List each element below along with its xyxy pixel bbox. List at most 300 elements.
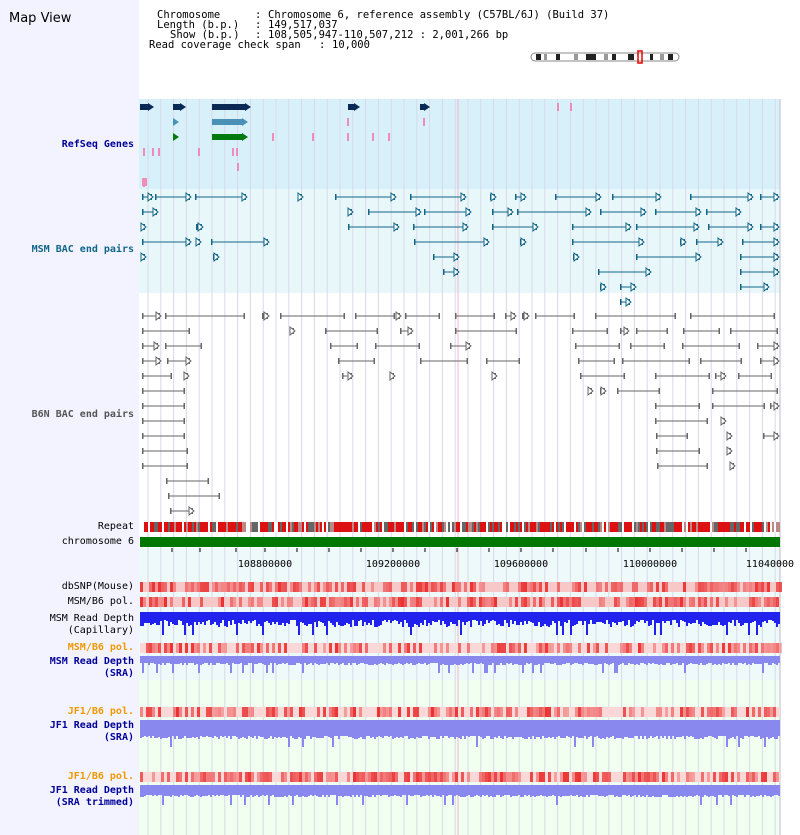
read-depth-bar	[268, 656, 270, 665]
read-depth-bar	[256, 785, 258, 795]
read-depth-bar	[412, 720, 414, 738]
heat-strip-cell	[629, 772, 632, 782]
read-depth-bar	[708, 720, 710, 736]
bac-pair-end	[187, 448, 189, 454]
read-depth-bar	[772, 720, 774, 737]
read-depth-bar	[588, 612, 590, 624]
heat-strip-cell	[584, 772, 587, 782]
read-depth-bar	[502, 656, 504, 665]
read-depth-bar	[164, 612, 166, 620]
heat-strip-cell	[707, 643, 710, 653]
read-depth-bar	[216, 720, 218, 737]
refseq-label[interactable]: RefSeq Genes	[61, 139, 134, 150]
read-depth-bar	[164, 720, 166, 738]
read-depth-bar	[756, 656, 758, 664]
read-depth-bar	[774, 785, 776, 795]
refseq-minor-feature	[557, 103, 559, 111]
heat-strip-cell	[191, 582, 194, 592]
read-depth-bar	[636, 720, 638, 736]
repeat-segment	[532, 522, 534, 532]
heat-strip-cell	[515, 772, 518, 782]
read-depth-bar	[254, 656, 256, 664]
bac-pair-end	[184, 418, 186, 424]
heat-strip-cell	[644, 597, 647, 607]
bac-pair-end	[699, 448, 701, 454]
read-depth-bar	[572, 785, 574, 796]
heat-strip-cell	[230, 597, 233, 607]
heat-strip-cell	[641, 772, 644, 782]
read-depth-bar	[180, 720, 182, 739]
repeat-segment	[648, 522, 650, 532]
read-depth-bar	[596, 720, 598, 736]
msm-bac-label[interactable]: MSM BAC end pairs	[31, 244, 134, 255]
read-depth-bar	[402, 785, 404, 795]
heat-strip-cell	[335, 643, 338, 653]
heat-strip-cell	[584, 582, 587, 592]
read-depth-bar	[242, 612, 244, 620]
heat-strip-cell	[551, 597, 554, 607]
repeat-segment	[560, 522, 562, 532]
read-depth-bar	[710, 612, 712, 626]
read-depth-bar	[532, 785, 534, 796]
repeat-segment	[348, 522, 350, 532]
repeat-segment	[150, 522, 152, 532]
read-depth-bar	[598, 785, 600, 796]
read-depth-bar	[266, 656, 268, 673]
read-depth-bar	[262, 720, 264, 737]
read-depth-bar	[770, 720, 772, 738]
repeat-segment	[240, 522, 242, 532]
heat-strip-cell	[758, 582, 761, 592]
read-depth-bar	[490, 656, 492, 665]
read-depth-bar	[266, 720, 268, 739]
read-depth-bar	[396, 720, 398, 737]
read-depth-bar	[582, 720, 584, 738]
read-depth-bar	[256, 656, 258, 664]
heat-strip-cell	[251, 707, 254, 717]
read-depth-bar	[198, 656, 200, 673]
heat-strip-cell	[548, 772, 551, 782]
read-depth-bar	[560, 720, 562, 738]
repeat-segment	[466, 522, 468, 532]
heat-strip-cell	[242, 707, 245, 717]
heat-strip-cell	[542, 772, 545, 782]
read-depth-bar	[776, 612, 778, 627]
heat-strip-cell	[578, 707, 581, 717]
bac-pair-end	[335, 194, 337, 200]
heat-strip-cell	[737, 582, 740, 592]
heat-strip-cell	[371, 582, 374, 592]
read-depth-bar	[280, 656, 282, 664]
read-depth-bar	[656, 656, 658, 664]
bac-pair-end	[655, 209, 657, 215]
refseq-minor-feature	[388, 133, 390, 141]
read-depth-bar	[412, 656, 414, 665]
heat-strip-cell	[314, 582, 317, 592]
repeat-segment	[576, 522, 578, 532]
read-depth-bar	[764, 785, 766, 795]
gene-arrow	[424, 103, 430, 111]
read-depth-bar	[140, 720, 142, 738]
read-depth-bar	[626, 656, 628, 665]
heat-strip-cell	[422, 772, 425, 782]
read-depth-bar	[506, 785, 508, 795]
read-depth-bar	[534, 720, 536, 739]
read-depth-bar	[584, 656, 586, 663]
read-depth-bar	[364, 612, 366, 622]
heat-strip-cell	[530, 707, 533, 717]
repeat-segment	[244, 522, 246, 532]
heat-strip-cell	[200, 597, 203, 607]
heat-strip-cell	[185, 772, 188, 782]
read-depth-bar	[252, 720, 254, 738]
heat-strip-cell	[185, 582, 188, 592]
heat-strip-cell	[290, 707, 293, 717]
read-depth-bar	[480, 720, 482, 737]
repeat-segment	[464, 522, 466, 532]
read-depth-bar	[604, 785, 606, 797]
read-depth-bar	[444, 612, 446, 624]
read-depth-bar	[262, 656, 264, 664]
heat-strip-cell	[380, 772, 383, 782]
repeat-segment	[738, 522, 740, 532]
read-depth-bar	[440, 720, 442, 736]
read-depth-bar	[576, 656, 578, 663]
heat-strip-cell	[539, 643, 542, 653]
read-depth-bar	[580, 612, 582, 621]
read-depth-bar	[482, 785, 484, 795]
read-depth-bar	[200, 785, 202, 797]
bac-pair-end	[707, 463, 709, 469]
read-depth-bar	[286, 785, 288, 797]
read-depth-bar	[470, 656, 472, 663]
read-depth-bar	[490, 785, 492, 796]
heat-strip-cell	[398, 707, 401, 717]
heat-strip-cell	[554, 707, 557, 717]
read-depth-bar	[522, 612, 524, 625]
repeat-segment	[640, 522, 642, 532]
bac-pair-end	[413, 224, 415, 230]
heat-strip-cell	[350, 597, 353, 607]
heat-strip-cell	[734, 643, 737, 653]
read-depth-bar	[176, 612, 178, 625]
read-depth-bar	[356, 612, 358, 626]
read-depth-bar	[364, 785, 366, 796]
read-depth-bar	[398, 720, 400, 738]
read-depth-bar	[766, 612, 768, 623]
heat-strip-cell	[716, 643, 719, 653]
refseq-minor-feature	[372, 133, 374, 141]
chromosome-sep: :	[255, 9, 262, 21]
read-depth-bar	[252, 785, 254, 797]
bac-pair-end	[664, 343, 666, 349]
repeat-segment	[656, 522, 658, 532]
read-depth-bar	[514, 612, 516, 621]
read-depth-bar	[268, 612, 270, 623]
read-depth-bar	[742, 785, 744, 795]
heat-strip-cell	[353, 707, 356, 717]
heat-strip-cell	[404, 643, 407, 653]
read-depth-bar	[426, 720, 428, 736]
heat-strip-cell	[557, 597, 560, 607]
repeat-segment	[548, 522, 550, 532]
repeat-segment	[634, 522, 636, 532]
bac-pair-end	[699, 403, 701, 409]
read-depth-bar	[170, 656, 172, 664]
read-depth-bar	[520, 785, 522, 797]
read-depth-bar	[714, 656, 716, 664]
read-depth-bar	[494, 612, 496, 621]
repeat-segment	[336, 522, 338, 532]
read-depth-bar	[682, 656, 684, 663]
heat-strip-cell	[362, 772, 365, 782]
repeat-segment	[218, 522, 220, 532]
read-depth-bar	[392, 612, 394, 621]
read-depth-bar	[586, 720, 588, 739]
repeat-segment	[562, 522, 564, 532]
repeat-segment	[170, 522, 172, 532]
heat-strip-cell	[146, 707, 149, 717]
heat-strip-cell	[752, 707, 755, 717]
heat-strip-cell	[203, 582, 206, 592]
heat-strip-cell	[305, 597, 308, 607]
repeat-segment	[278, 522, 280, 532]
read-depth-bar	[730, 656, 732, 665]
heat-strip-cell	[695, 582, 698, 592]
read-depth-bar	[702, 785, 704, 797]
read-depth-bar	[204, 785, 206, 796]
read-depth-bar	[688, 612, 690, 623]
read-depth-bar	[766, 656, 768, 663]
repeat-segment	[252, 522, 254, 532]
repeat-segment	[622, 522, 624, 532]
read-depth-bar	[646, 720, 648, 739]
repeat-segment	[458, 522, 460, 532]
read-depth-bar	[638, 656, 640, 665]
heat-strip-cell	[248, 772, 251, 782]
read-depth-bar	[552, 720, 554, 737]
read-depth-bar	[538, 612, 540, 622]
heat-strip-cell	[257, 643, 260, 653]
repeat-segment	[344, 522, 346, 532]
repeat-segment	[692, 522, 694, 532]
read-depth-bar	[386, 785, 388, 795]
read-depth-bar	[298, 785, 300, 797]
repeat-segment	[214, 522, 216, 532]
read-depth-bar	[382, 656, 384, 664]
repeat-segment	[228, 522, 230, 532]
bac-pair-end	[142, 328, 144, 334]
read-depth-bar	[170, 720, 172, 747]
read-depth-bar	[726, 785, 728, 795]
bac-pair-end	[342, 373, 344, 379]
gene-arrow	[242, 133, 248, 141]
read-depth-bar	[324, 785, 326, 797]
read-depth-bar	[330, 785, 332, 795]
read-depth-bar	[178, 720, 180, 739]
bac-pair-end	[155, 194, 157, 200]
repeat-segment	[500, 522, 502, 532]
heat-strip-cell	[140, 597, 143, 607]
read-depth-bar	[708, 612, 710, 626]
repeat-segment	[308, 522, 310, 532]
read-depth-bar	[384, 656, 386, 665]
heat-strip-cell	[491, 643, 494, 653]
heat-strip-cell	[713, 772, 716, 782]
heat-strip-cell	[419, 772, 422, 782]
heat-strip-cell	[338, 643, 341, 653]
read-depth-bar	[282, 720, 284, 737]
read-depth-bar	[496, 612, 498, 625]
repeat-segment	[442, 522, 444, 532]
bac-pair-end	[738, 373, 740, 379]
read-depth-bar	[634, 720, 636, 736]
repeat-segment	[492, 522, 494, 532]
read-depth-bar	[624, 612, 626, 626]
heat-strip-cell	[746, 707, 749, 717]
read-depth-bar	[674, 785, 676, 797]
read-depth-bar	[670, 785, 672, 797]
heat-strip-cell	[737, 772, 740, 782]
read-depth-bar	[606, 720, 608, 737]
repeat-segment	[368, 522, 370, 532]
repeat-segment	[362, 522, 364, 532]
read-depth-bar	[488, 785, 490, 797]
read-depth-bar	[342, 656, 344, 663]
read-depth-bar	[540, 720, 542, 739]
read-depth-bar	[478, 785, 480, 796]
read-depth-bar	[508, 720, 510, 737]
read-depth-bar	[416, 656, 418, 664]
repeat-segment	[484, 522, 486, 532]
repeat-segment	[630, 522, 632, 532]
heat-strip-cell	[599, 582, 602, 592]
heat-strip-cell	[308, 597, 311, 607]
heat-strip-cell	[158, 643, 161, 653]
read-depth-bar	[686, 612, 688, 626]
read-depth-bar	[346, 612, 348, 623]
read-depth-bar	[602, 612, 604, 623]
msm-depth-capillary-label-1: MSM Read Depth	[49, 613, 134, 624]
bac-pair-end	[348, 224, 350, 230]
heat-strip-cell	[536, 772, 539, 782]
read-depth-bar	[478, 720, 480, 736]
heat-strip-cell	[182, 597, 185, 607]
read-depth-bar	[608, 785, 610, 795]
heat-strip-cell	[587, 707, 590, 717]
read-depth-bar	[404, 656, 406, 664]
repeat-segment	[264, 522, 266, 532]
heat-strip-cell	[431, 582, 434, 592]
bac-pair-end	[719, 328, 721, 334]
bac-pair-end	[740, 284, 742, 290]
heat-strip-cell	[323, 597, 326, 607]
read-depth-bar	[744, 656, 746, 663]
heat-strip-cell	[764, 707, 767, 717]
heat-strip-cell	[329, 707, 332, 717]
read-depth-bar	[182, 612, 184, 625]
heat-strip-cell	[365, 643, 368, 653]
read-depth-bar	[238, 785, 240, 795]
read-depth-bar	[400, 612, 402, 622]
read-depth-bar	[414, 656, 416, 665]
repeat-segment	[332, 522, 334, 532]
read-depth-bar	[174, 785, 176, 796]
repeat-segment	[354, 522, 356, 532]
heat-strip-cell	[176, 707, 179, 717]
read-depth-bar	[560, 612, 562, 626]
read-depth-bar	[382, 612, 384, 621]
read-depth-bar	[556, 656, 558, 665]
read-depth-bar	[416, 720, 418, 737]
heat-strip-cell	[197, 643, 200, 653]
read-depth-bar	[350, 720, 352, 737]
read-depth-bar	[352, 785, 354, 795]
heat-strip-cell	[350, 643, 353, 653]
repeat-label: Repeat	[97, 521, 134, 532]
read-depth-bar	[436, 656, 438, 663]
read-depth-bar	[542, 656, 544, 665]
read-depth-bar	[376, 785, 378, 795]
repeat-segment	[614, 522, 616, 532]
heat-strip-cell	[440, 772, 443, 782]
repeat-segment	[578, 522, 580, 532]
read-depth-bar	[366, 720, 368, 736]
heat-strip-cell	[767, 597, 770, 607]
bac-pair-end	[167, 358, 169, 364]
read-depth-bar	[682, 785, 684, 797]
repeat-segment	[450, 522, 452, 532]
read-depth-bar	[476, 720, 478, 747]
bac-pair-end	[715, 373, 717, 379]
read-depth-bar	[452, 612, 454, 624]
repeat-segment	[604, 522, 606, 532]
repeat-segment	[722, 522, 724, 532]
read-depth-bar	[438, 612, 440, 620]
heat-strip-cell	[731, 772, 734, 782]
heat-strip-cell	[179, 643, 182, 653]
repeat-segment	[260, 522, 262, 532]
bac-pair-end	[142, 463, 144, 469]
read-depth-bar	[674, 656, 676, 664]
read-depth-bar	[528, 785, 530, 795]
heat-strip-cell	[446, 643, 449, 653]
heat-strip-cell	[383, 707, 386, 717]
heat-strip-cell	[500, 772, 503, 782]
heat-strip-cell	[500, 707, 503, 717]
heat-strip-cell	[353, 772, 356, 782]
read-depth-bar	[364, 656, 366, 664]
read-depth-bar	[676, 785, 678, 796]
read-depth-bar	[550, 612, 552, 625]
repeat-segment	[144, 522, 146, 532]
read-depth-bar	[240, 656, 242, 663]
read-depth-bar	[432, 612, 434, 621]
heat-strip-cell	[140, 772, 143, 782]
read-depth-bar	[150, 785, 152, 795]
read-depth-bar	[534, 656, 536, 665]
read-depth-bar	[386, 720, 388, 736]
heat-strip-cell	[689, 772, 692, 782]
heat-strip-cell	[389, 597, 392, 607]
read-depth-bar	[682, 612, 684, 621]
read-depth-bar	[654, 785, 656, 797]
heat-strip-cell	[191, 772, 194, 782]
read-depth-bar	[476, 612, 478, 621]
read-depth-bar	[664, 785, 666, 795]
b6n-bac-label[interactable]: B6N BAC end pairs	[31, 409, 134, 420]
read-depth-bar	[460, 612, 462, 635]
